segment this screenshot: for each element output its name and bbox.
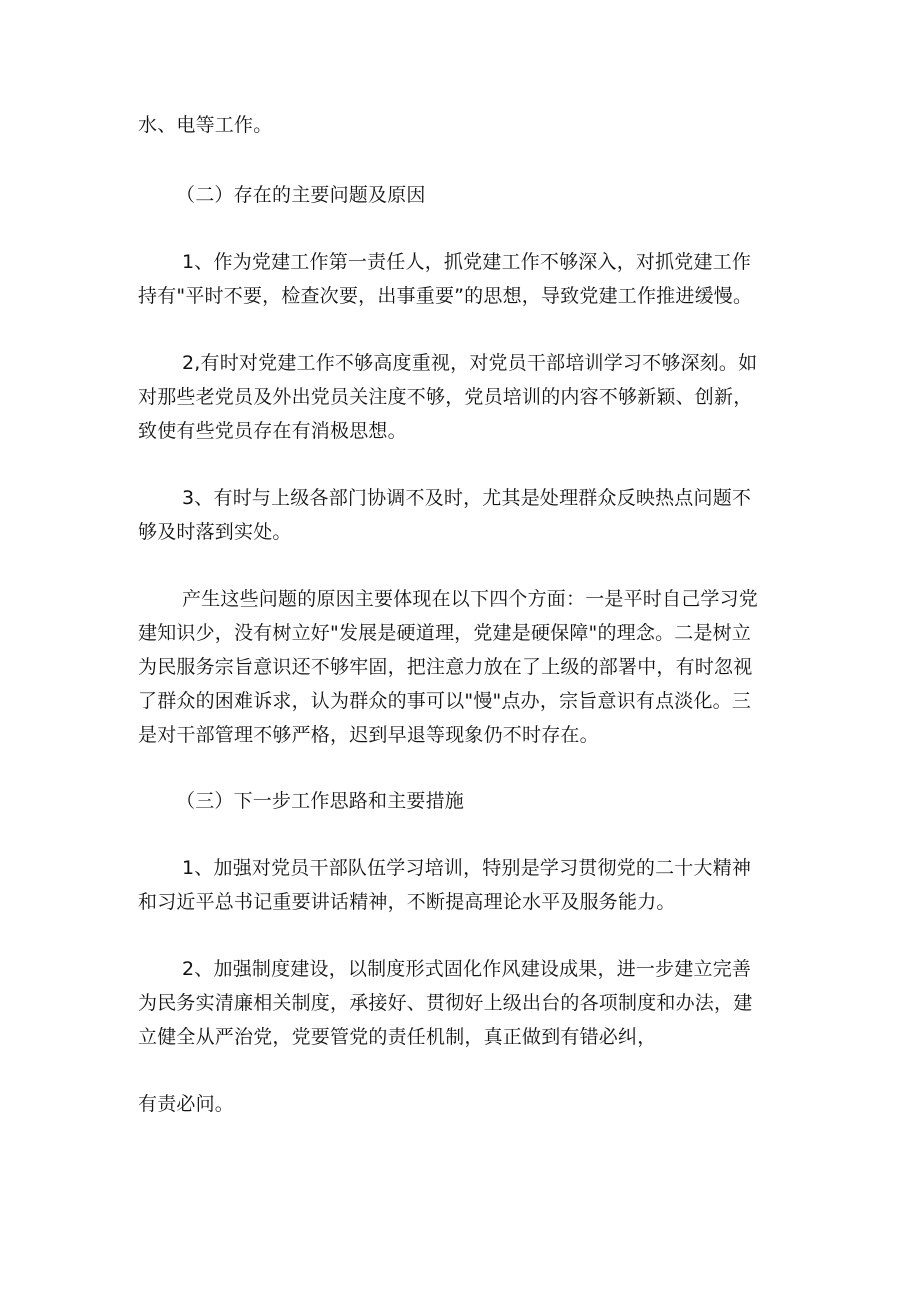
section-heading-3 bbox=[138, 784, 788, 818]
text-line: 为民服务宗旨意识还不够牢固，把注意力放在了上级的部署中，有时忽视 bbox=[138, 656, 753, 678]
paragraph-measure-2 bbox=[138, 952, 788, 1054]
text-line: 够及时落到实处。 bbox=[138, 521, 292, 543]
paragraph-causes bbox=[138, 582, 788, 752]
text-line: 为民务实清廉相关制度，承接好、贯彻好上级出台的各项制度和办法，建 bbox=[138, 992, 753, 1014]
paragraph-continuation bbox=[138, 108, 788, 142]
text-line: 产生这些问题的原因主要体现在以下四个方面：一是平时自己学习党 bbox=[182, 588, 759, 610]
paragraph-issue-2 bbox=[138, 346, 788, 448]
heading-line: （三）下一步工作思路和主要措施 bbox=[176, 790, 465, 812]
paragraph-measure-1 bbox=[138, 851, 788, 919]
text-line: 1、作为党建工作第一责任人，抓党建工作不够深入，对抓党建工作 bbox=[182, 251, 752, 273]
text-line: 和习近平总书记重要讲话精神，不断提高理论水平及服务能力。 bbox=[138, 891, 676, 913]
paragraph-issue-1 bbox=[138, 245, 788, 313]
heading-line: （二）存在的主要问题及原因 bbox=[176, 184, 426, 206]
text-line: 是对干部管理不够严格，迟到早退等现象仍不时存在。 bbox=[138, 724, 599, 746]
text-line: 致使有些党员存在有消极思想。 bbox=[138, 420, 407, 442]
text-line: 立健全从严治党，党要管党的责任机制，真正做到有错必纠， bbox=[138, 1026, 657, 1048]
text-line: 对那些老党员及外出党员关注度不够，党员培训的内容不够新颖、创新， bbox=[138, 386, 753, 408]
text-line: 建知识少，没有树立好"发展是硬道理，党建是硬保障"的理念。二是树立 bbox=[138, 622, 752, 644]
text-line: 1、加强对党员干部队伍学习培训，特别是学习贯彻党的二十大精神 bbox=[182, 857, 752, 879]
text-line: 2、加强制度建设，以制度形式固化作风建设成果，进一步建立完善 bbox=[182, 958, 752, 980]
paragraph-issue-3 bbox=[138, 481, 788, 549]
text-line: 3、有时与上级各部门协调不及时，尤其是处理群众反映热点问题不 bbox=[182, 487, 752, 509]
text-line: 水、电等工作。 bbox=[138, 114, 273, 136]
paragraph-tail bbox=[138, 1087, 788, 1121]
text-line: 了群众的困难诉求，认为群众的事可以"慢"点办，宗旨意识有点淡化。三 bbox=[138, 690, 752, 712]
text-line: 有责必问。 bbox=[138, 1093, 235, 1115]
text-line: 持有"平时不要，检查次要，出事重要”的思想，导致党建工作推进缓慢。 bbox=[138, 285, 753, 307]
text-line: 2,有时对党建工作不够高度重视，对党员干部培训学习不够深刻。如 bbox=[182, 352, 758, 374]
section-heading-2 bbox=[138, 178, 788, 212]
